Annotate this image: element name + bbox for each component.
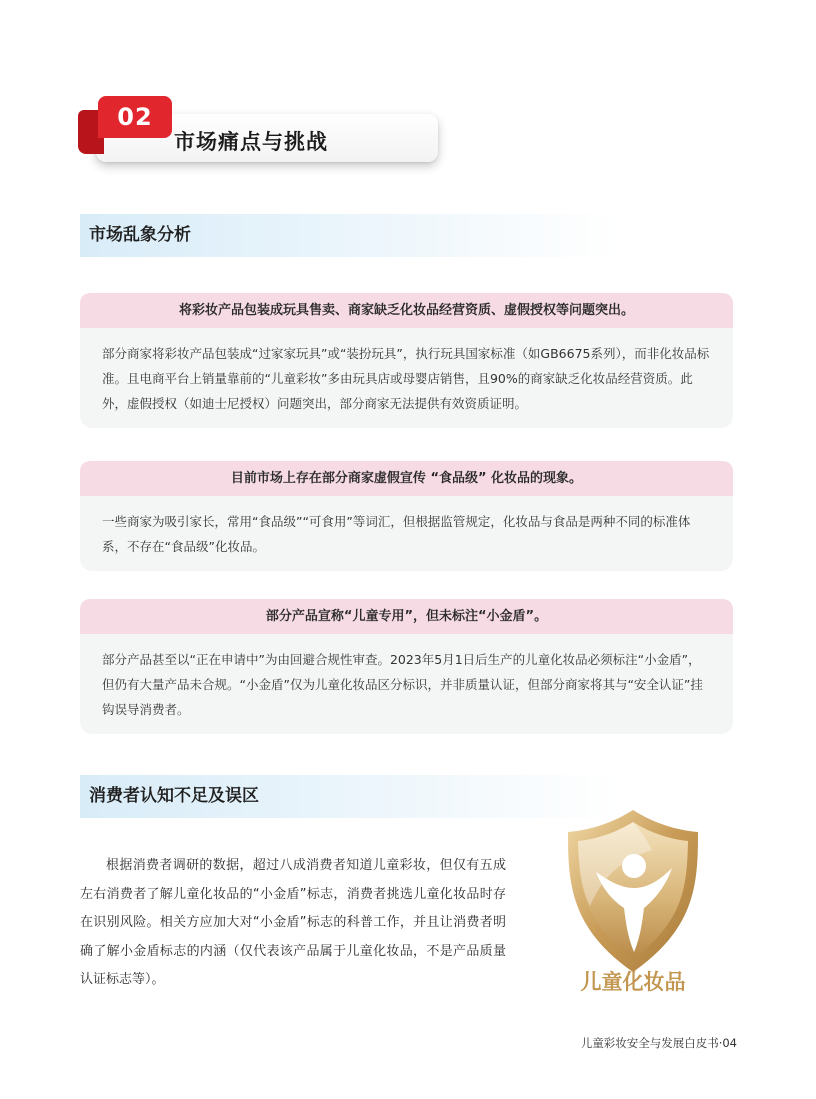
section-heading-consumer-awareness: 消费者认知不足及误区 [80, 775, 620, 818]
chapter-title: 市场痛点与挑战 [174, 130, 328, 154]
card-body: 一些商家为吸引家长，常用“食品级”“可食用”等词汇，但根据监管规定，化妆品与食品是两种不同的标准体系，不存在“食品级”化妆品。 [80, 496, 733, 571]
consumer-paragraph: 根据消费者调研的数据，超过八成消费者知道儿童彩妆，但仅有五成左右消费者了解儿童化妆品的“小金盾”标志，消费者挑选儿童化妆品时存在识别风险。相关方应加大对“小金盾”标志的科普工作，并且让消费者明确了解小金盾标志的内涵（仅代表该产品属于儿童化妆品，不是产品质量认证标志等）。 [80, 858, 506, 987]
page-footer: 儿童彩妆安全与发展白皮书·04 [580, 1036, 737, 1050]
issue-card-toy-packaging [80, 293, 733, 428]
chapter-header [78, 96, 444, 172]
gold-shield-icon [562, 808, 704, 998]
card-body: 部分产品甚至以“正在申请中”为由回避合规性审查。2023年5月1日后生产的儿童化妆品必须标注“小金盾”，但仍有大量产品未合规。“小金盾”仅为儿童化妆品区分标识，并非质量认证，但部分商家将其与“安全认证”挂钩误导消费者。 [80, 634, 733, 734]
logo-text: 儿童化妆品 [580, 970, 686, 994]
card-heading: 将彩妆产品包装成玩具售卖、商家缺乏化妆品经营资质、虚假授权等问题突出。 [80, 293, 733, 328]
card-body: 部分商家将彩妆产品包装成“过家家玩具”或“装扮玩具”，执行玩具国家标准（如GB6675系列），而非化妆品标准。且电商平台上销量靠前的“儿童彩妆”多由玩具店或母婴店销售，且90%的商家缺乏化妆品经营资质。此外，虚假授权（如迪士尼授权）问题突出，部分商家无法提供有效资质证明。 [80, 328, 733, 428]
card-heading: 部分产品宣称“儿童专用”，但未标注“小金盾”。 [80, 599, 733, 634]
issue-card-food-grade [80, 461, 733, 571]
card-heading: 目前市场上存在部分商家虚假宣传 “食品级” 化妆品的现象。 [80, 461, 733, 496]
issue-card-gold-shield [80, 599, 733, 734]
chapter-number: 02 [98, 96, 172, 138]
section-heading-market-chaos: 市场乱象分析 [80, 214, 620, 257]
